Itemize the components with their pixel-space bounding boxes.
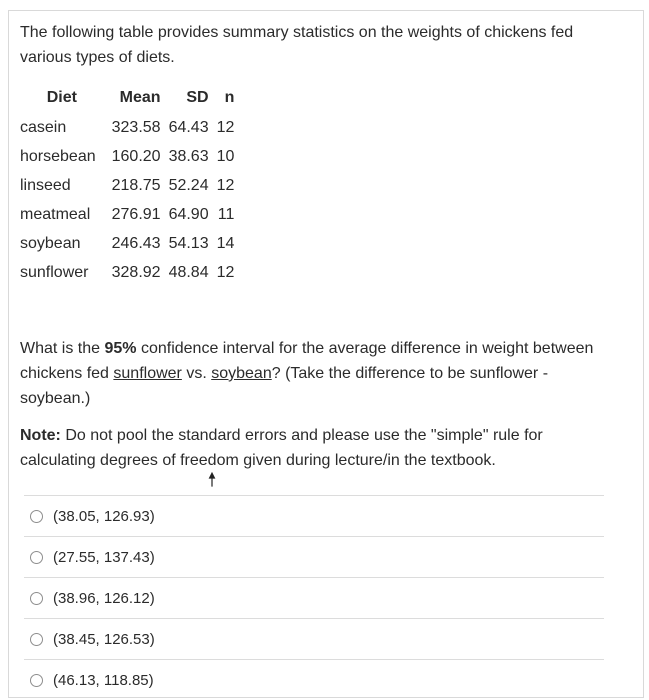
answer-label: (38.05, 126.93) (53, 507, 155, 525)
table-row (20, 200, 234, 229)
table-cell: 48.84 (168, 263, 209, 281)
table-cell: 11 (217, 205, 235, 223)
mouse-cursor-icon (206, 470, 218, 488)
header-sd: SD (186, 89, 209, 106)
answer-label: (38.45, 126.53) (53, 630, 155, 648)
table-cell: 64.90 (168, 205, 209, 223)
question-part: confidence interval for the average difference in weight between chickens fed (20, 340, 594, 382)
table-cell: soybean (20, 234, 81, 252)
table-cell: 10 (216, 147, 235, 165)
table-cell: sunflower (20, 263, 89, 281)
table-header-row (20, 83, 234, 113)
note-label: Note: (20, 427, 61, 444)
table-cell: 12 (216, 263, 235, 281)
note-text (20, 423, 610, 473)
table-row (20, 258, 234, 287)
table-cell: 218.75 (111, 176, 161, 194)
answer-label: (46.13, 118.85) (53, 671, 154, 689)
table-cell: 64.43 (168, 118, 209, 136)
question-part: ? (Take the difference to be sunflower - soybean.) (20, 365, 549, 407)
radio-button[interactable] (30, 674, 43, 687)
answer-label: (38.96, 126.12) (53, 589, 155, 607)
table-cell: 276.91 (111, 205, 161, 223)
header-n: n (224, 89, 235, 106)
radio-button[interactable] (30, 592, 43, 605)
radio-button[interactable] (30, 551, 43, 564)
table-row (20, 113, 234, 142)
table-cell: 54.13 (168, 234, 209, 252)
question-part: vs. (181, 365, 212, 382)
question-part: What is the (20, 340, 105, 357)
table-cell: casein (20, 118, 67, 136)
table-cell: 12 (216, 118, 235, 136)
table-cell: 328.92 (111, 263, 161, 281)
table-cell: 323.58 (111, 118, 161, 136)
question-text (20, 336, 600, 411)
table-cell: horsebean (20, 147, 96, 165)
table-cell: linseed (20, 176, 71, 194)
table-cell: 246.43 (111, 234, 161, 252)
header-diet: Diet (46, 89, 77, 106)
table-cell: meatmeal (20, 205, 91, 223)
radio-button[interactable] (30, 510, 43, 523)
header-mean: Mean (119, 89, 161, 106)
table-cell: 160.20 (111, 147, 161, 165)
table-row (20, 142, 234, 171)
answer-option[interactable] (24, 495, 604, 536)
table-cell: 12 (216, 176, 235, 194)
answer-label: (27.55, 137.43) (53, 548, 155, 566)
table-cell: 52.24 (168, 176, 209, 194)
table-row (20, 229, 234, 258)
group-sunflower: sunflower (113, 365, 182, 382)
confidence-level: 95% (104, 340, 137, 357)
radio-button[interactable] (30, 633, 43, 646)
table-cell: 14 (216, 234, 235, 252)
answer-option[interactable] (24, 618, 604, 659)
summary-table (20, 83, 234, 287)
table-cell: 38.63 (168, 147, 209, 165)
answer-options (24, 495, 604, 700)
answer-option[interactable] (24, 577, 604, 618)
note-body: Do not pool the standard errors and please use the "simple" rule for calculating degrees of freedom given during lecture/in the textbook. (20, 427, 543, 469)
group-soybean: soybean (211, 365, 272, 382)
answer-option[interactable] (24, 659, 604, 700)
intro-text: The following table provides summary statistics on the weights of chickens fed various types of diets. (20, 24, 574, 66)
table-row (20, 171, 234, 200)
answer-option[interactable] (24, 536, 604, 577)
